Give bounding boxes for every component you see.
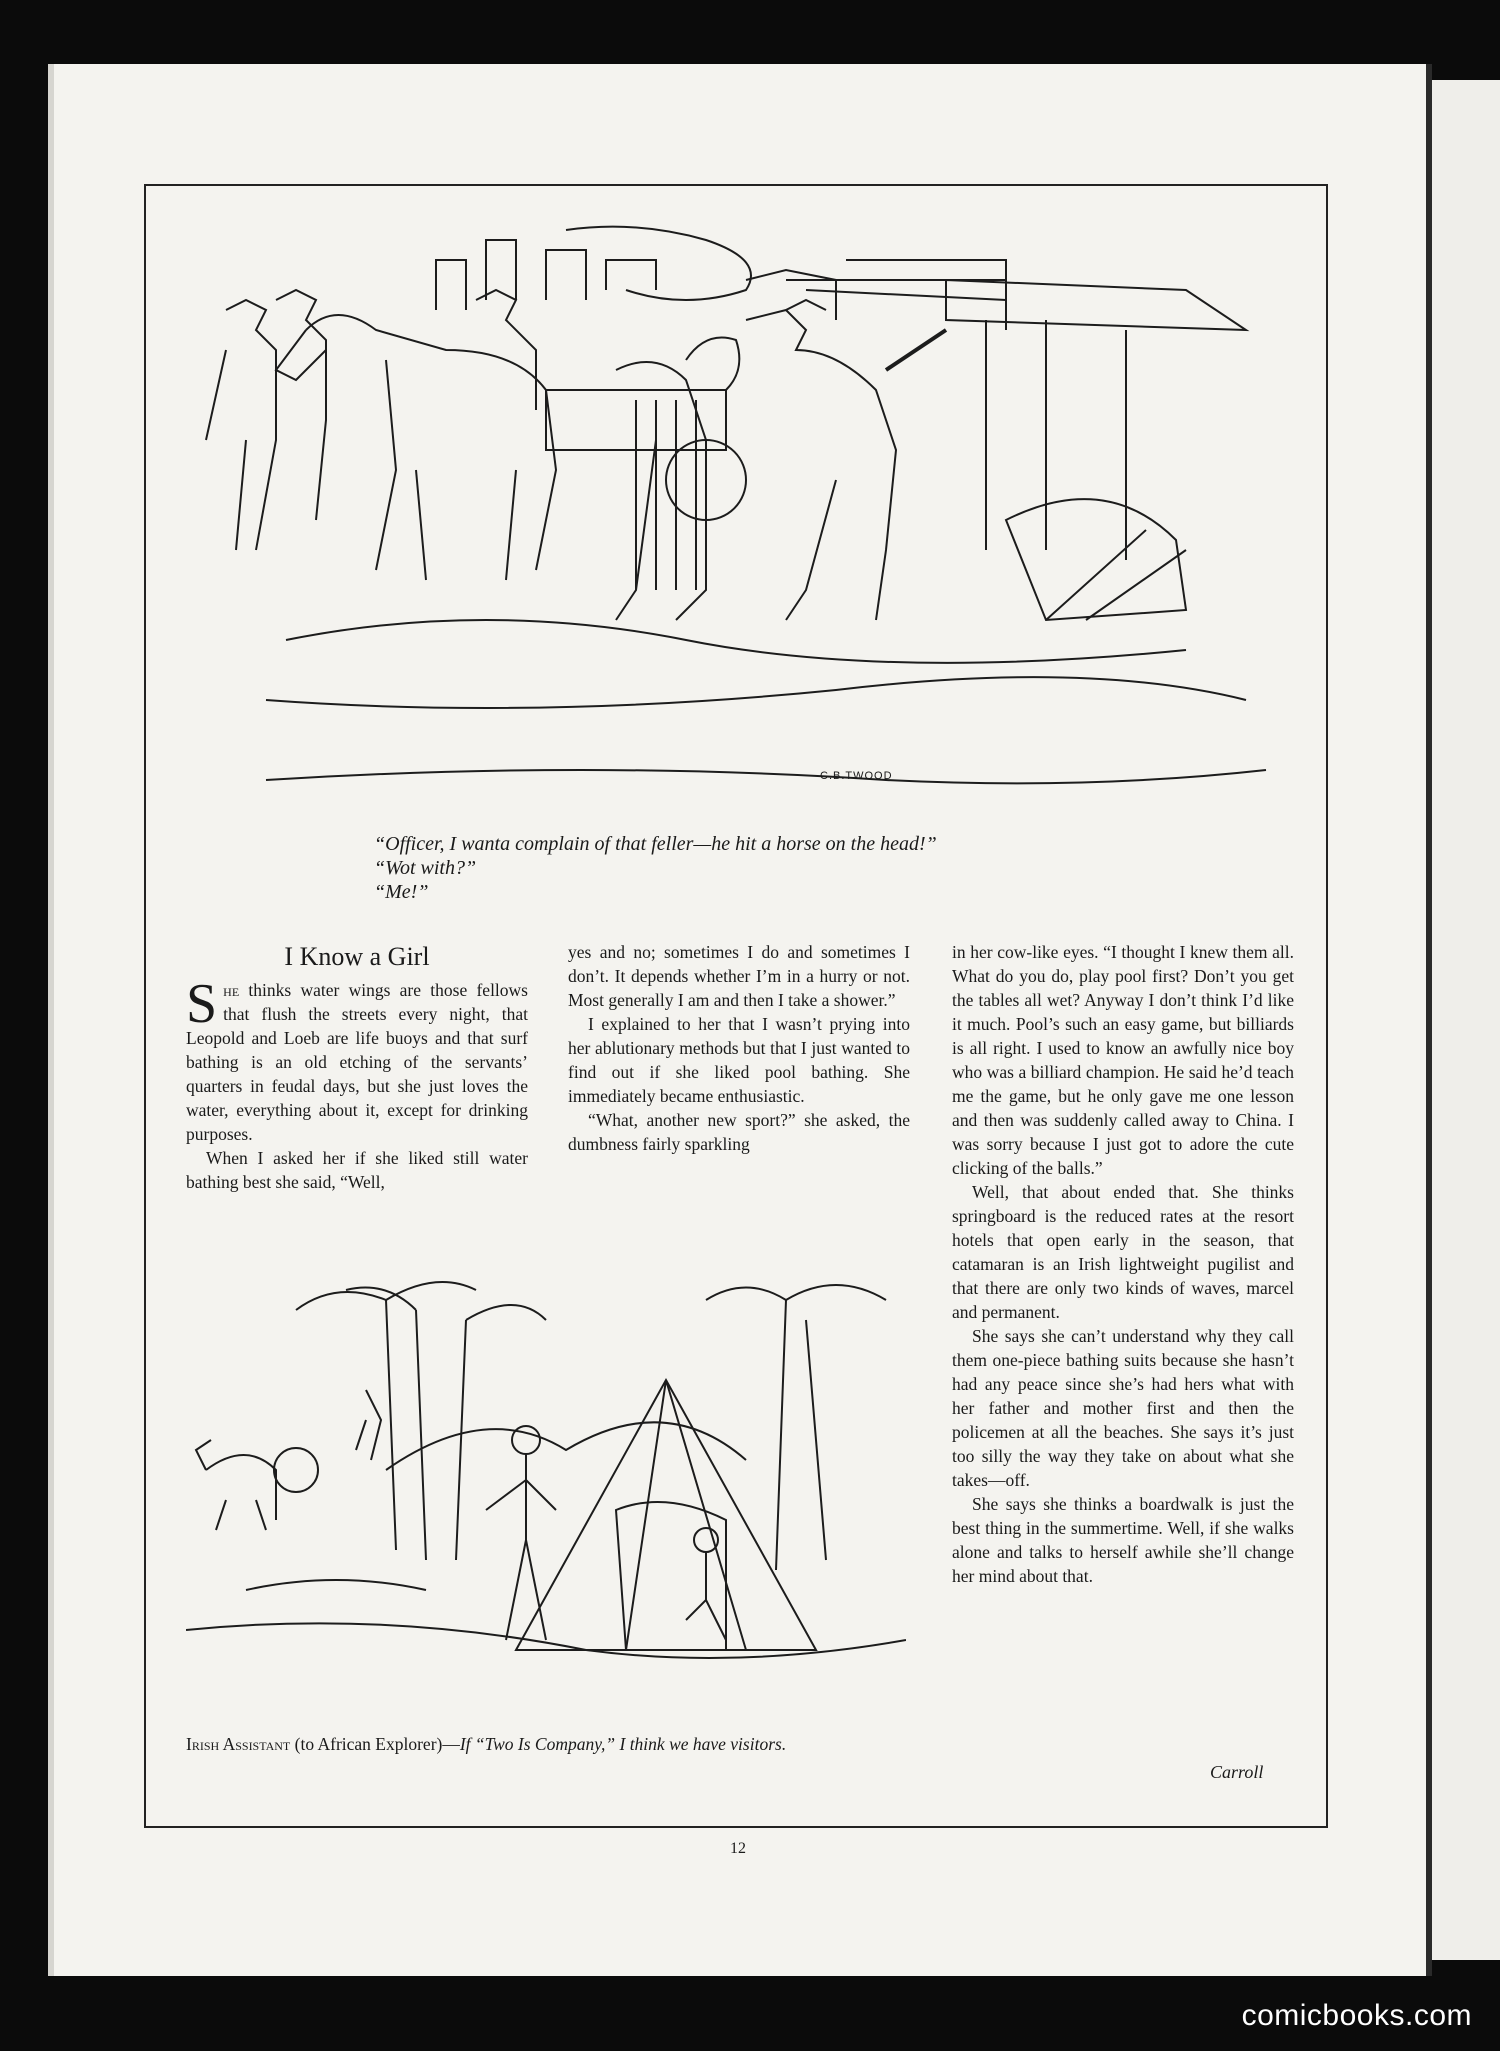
article-column-3 (952, 940, 1294, 1588)
article-paragraph: in her cow-like eyes. “I thought I knew them all. What do you do, play pool first? Don’t you get the tables all wet? Anyway I don’t think I’d like it much. Pool’s such an easy game, but billiards is all right. I used to know an awfully nice boy who was a billiard champion. He said he’d teach me the game, but he only gave me one lesson and then was suddenly called away to China. I was sorry because I just got to adore the cute clicking of the balls.” (952, 942, 1294, 1178)
article-paragraph: “What, another new sport?” she asked, the dumbness fairly sparkling (568, 1110, 910, 1154)
article-paragraph: She says she thinks a boardwalk is just the best thing in the summertime. Well, if she walks alone and talks to herself awhile she’ll change her mind about that. (952, 1494, 1294, 1586)
caption-speaker: Irish Assistant (186, 1734, 291, 1754)
artist-signature: C.B.TWOOD (820, 770, 893, 782)
paragraph-text: thinks water wings are those fellows that flush the streets every night, that Leopold and Loeb are life buoys and that surf bathing is an old etching of the servants’ quarters in feudal days, but she just loves the water, everything about it, except for drinking purposes. (186, 980, 528, 1144)
article-column-2 (568, 940, 910, 1156)
page-number: 12 (730, 1840, 746, 1857)
lead-in: he (223, 980, 240, 1000)
article-paragraph: yes and no; sometimes I do and sometimes I don’t. It depends whether I’m in a hurry or not. Most generally I am and then I take a shower.” (568, 942, 910, 1010)
site-watermark: comicbooks.com (1241, 1999, 1472, 2032)
caption-quip: If “Two Is Company,” I think we have visitors. (459, 1734, 787, 1754)
article-paragraph: When I asked her if she liked still water bathing best she said, “Well, (186, 1148, 528, 1192)
article-paragraph: I explained to her that I wasn’t prying into her ablutionary methods but that I just wanted to find out if she liked pool bathing. She immediately became enthusiastic. (568, 1014, 910, 1106)
horse-cart-cartoon-icon (186, 220, 1290, 810)
tent-lion-cartoon-icon (186, 1270, 906, 1720)
top-cartoon-caption (374, 832, 1154, 904)
horse-cart-cartoon-illustration (186, 220, 1290, 810)
drop-cap: S (186, 973, 218, 1035)
caption-line: “Wot with?” (374, 857, 477, 879)
caption-context: (to African Explorer)— (290, 1734, 460, 1754)
tent-lion-cartoon-illustration (186, 1270, 906, 1720)
article-byline: Carroll (1210, 1762, 1264, 1782)
caption-line: “Me!” (374, 881, 429, 903)
article-paragraph: Well, that about ended that. She thinks springboard is the reduced rates at the resort hotels that open early in the season, that catamaran is an Irish lightweight pugilist and that there are only two kinds of waves, marcel and permanent. (952, 1182, 1294, 1322)
article-title: I Know a Girl (284, 942, 430, 971)
facing-page-edge (1432, 80, 1500, 1960)
bottom-cartoon-caption (186, 1732, 836, 1756)
article-column-1 (186, 940, 528, 1194)
article-paragraph: She says she can’t understand why they call them one-piece bathing suits because she hasn’t had any peace since she’s had hers what with her father and mother first and then the policemen at all the beaches. She says it’s just too silly the way they take on about what she takes—off. (952, 1326, 1294, 1490)
article-paragraph (186, 973, 528, 1146)
caption-line: “Officer, I wanta complain of that feller—he hit a horse on the head!” (374, 833, 937, 855)
